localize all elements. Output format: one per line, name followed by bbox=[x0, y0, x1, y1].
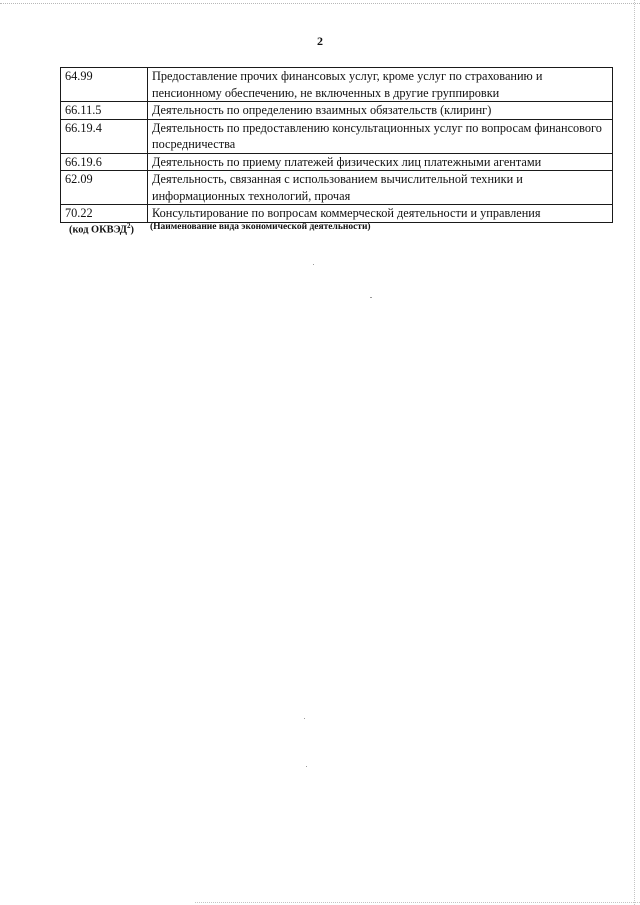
activity-name: Деятельность, связанная с использованием вычислительной техники и информационных технологий, прочая bbox=[148, 171, 613, 205]
table-row bbox=[61, 205, 613, 223]
page-edge-top bbox=[0, 3, 640, 4]
activity-name: Деятельность по приему платежей физических лиц платежными агентами bbox=[148, 153, 613, 171]
activity-name: Деятельность по предоставлению консультационных услуг по вопросам финансового посредничества bbox=[148, 119, 613, 153]
activity-name-caption: (Наименование вида экономической деятельности) bbox=[150, 222, 371, 232]
okved-code-caption-close: ) bbox=[130, 224, 134, 236]
scan-speck bbox=[306, 766, 307, 767]
scan-speck bbox=[313, 264, 314, 265]
table-row bbox=[61, 171, 613, 205]
page-edge-right bbox=[634, 0, 635, 905]
okved-code-caption bbox=[69, 222, 134, 235]
table-row bbox=[61, 68, 613, 102]
table-row bbox=[61, 153, 613, 171]
table-row bbox=[61, 119, 613, 153]
okved-code: 70.22 bbox=[61, 205, 148, 223]
scan-speck bbox=[370, 297, 372, 298]
table-row bbox=[61, 102, 613, 120]
footnote-marker: 2 bbox=[126, 222, 131, 230]
okved-code: 64.99 bbox=[61, 68, 148, 102]
scan-speck bbox=[304, 718, 305, 719]
page-edge-bottom bbox=[195, 902, 640, 903]
activity-name: Деятельность по определению взаимных обязательств (клиринг) bbox=[148, 102, 613, 120]
activity-name: Предоставление прочих финансовых услуг, кроме услуг по страхованию и пенсионному обеспечению, не включенных в другие группировки bbox=[148, 68, 613, 102]
page-number: 2 bbox=[317, 34, 323, 48]
okved-table bbox=[60, 67, 613, 223]
okved-code: 66.19.4 bbox=[61, 119, 148, 153]
okved-code-caption-text: (код ОКВЭД bbox=[69, 224, 127, 236]
okved-code: 66.11.5 bbox=[61, 102, 148, 120]
okved-code: 62.09 bbox=[61, 171, 148, 205]
okved-code: 66.19.6 bbox=[61, 153, 148, 171]
activity-name: Консультирование по вопросам коммерческой деятельности и управления bbox=[148, 205, 613, 223]
